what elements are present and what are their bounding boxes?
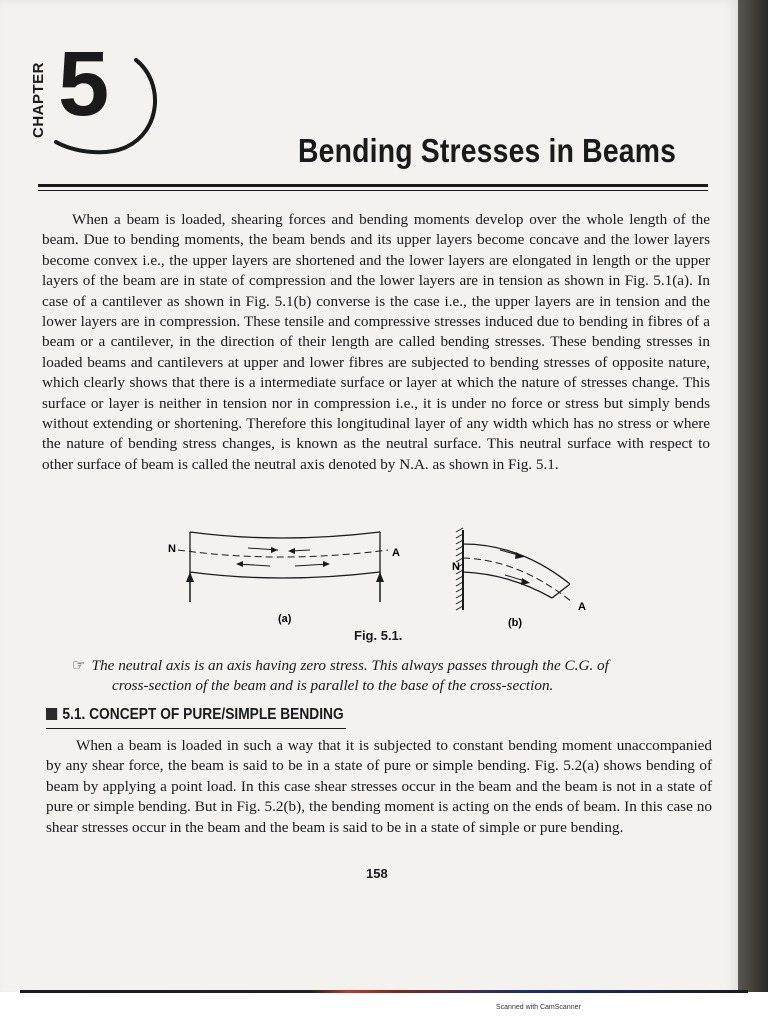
chapter-number: 5 <box>58 33 110 135</box>
figure-a-n-mark: N <box>168 543 176 555</box>
pointing-hand-icon: ☞ <box>72 657 86 674</box>
title-rule-thin <box>38 190 708 191</box>
section-paragraph <box>46 736 712 838</box>
scan-margin <box>0 992 768 1024</box>
figure-caption: Fig. 5.1. <box>354 628 403 643</box>
figure-a-beam <box>178 532 388 602</box>
scanner-watermark: Scanned with CamScanner <box>496 1004 581 1011</box>
page-edge-shadow <box>738 0 768 998</box>
page-number: 158 <box>366 866 388 881</box>
figure-b-n-mark: N <box>452 561 460 573</box>
chapter-swoosh-icon <box>44 52 164 156</box>
figure-b-a-mark: A <box>578 601 586 613</box>
figure-b-label: (b) <box>508 617 523 629</box>
figure-a-a-mark: A <box>392 547 400 559</box>
intro-text: When a beam is loaded, shearing forces and bending moments develop over the whole length of the beam. Due to bending moments, the beam bends and its upper layers become concave and the lower layers become convex i.e., the upper layers are shortened and the lower layers are elongated in length or the upper layers of the beam are in state of compression and the lower layers are in tension as shown in Fig. 5.1(a). In case of a cantilever as shown in Fig. 5.1(b) converse is the case i.e., the upper layers are in tension and the lower layers are in compression. These tensile and compressive stresses induced due to bending in fibres of a beam or a cantilever, in the direction of their length are called bending stresses. These bending stresses in loaded beams and cantilevers at upper and lower fibres are subjected to bending stresses of opposite nature, which clearly shows that there is a intermediate surface or layer at which the nature of stresses change. This surface or layer is neither in tension nor in compression i.e., it is under no force or stress but simply bends without extending or shortening. Therefore this longitudinal layer of any width which has no stress or where the nature of bending stress changes, is known as the neutral surface. This neutral surface with respect to other surface of beam is called the neutral axis denoted by N.A. as shown in Fig. 5.1. <box>42 211 710 473</box>
page-bottom-edge <box>20 990 748 993</box>
figure-a-label: (a) <box>278 613 292 625</box>
figure-b-cantilever <box>456 528 572 610</box>
intro-paragraph <box>42 210 710 475</box>
title-rule <box>38 184 708 187</box>
section-marker-icon <box>46 708 57 720</box>
section-rule <box>46 728 346 729</box>
note-line-1: The neutral axis is an axis having zero stress. This always passes through the C.G. of <box>91 657 609 674</box>
section-heading <box>46 706 344 724</box>
note-block <box>72 656 712 696</box>
note-line-2: cross-section of the beam and is parallel to the base of the cross-section. <box>112 677 554 694</box>
section-heading-text: 5.1. CONCEPT OF PURE/SIMPLE BENDING <box>62 706 344 723</box>
section-text: When a beam is loaded in such a way that it is subjected to constant bending moment unaccompanied by any shear force, the beam is said to be in a state of pure or simple bending. Fig. 5.2(a) shows bending of beam by applying a point load. In this case shear stresses occur in the beam and the beam is not in a state of pure or simple bending. But in Fig. 5.2(b), the bending moment is acting on the ends of beam. In this case no shear stresses occur in the beam and the beam is said to be in a state of simple or pure bending. <box>46 737 712 836</box>
chapter-label: CHAPTER <box>30 61 47 138</box>
chapter-title: Bending Stresses in Beams <box>298 132 677 169</box>
